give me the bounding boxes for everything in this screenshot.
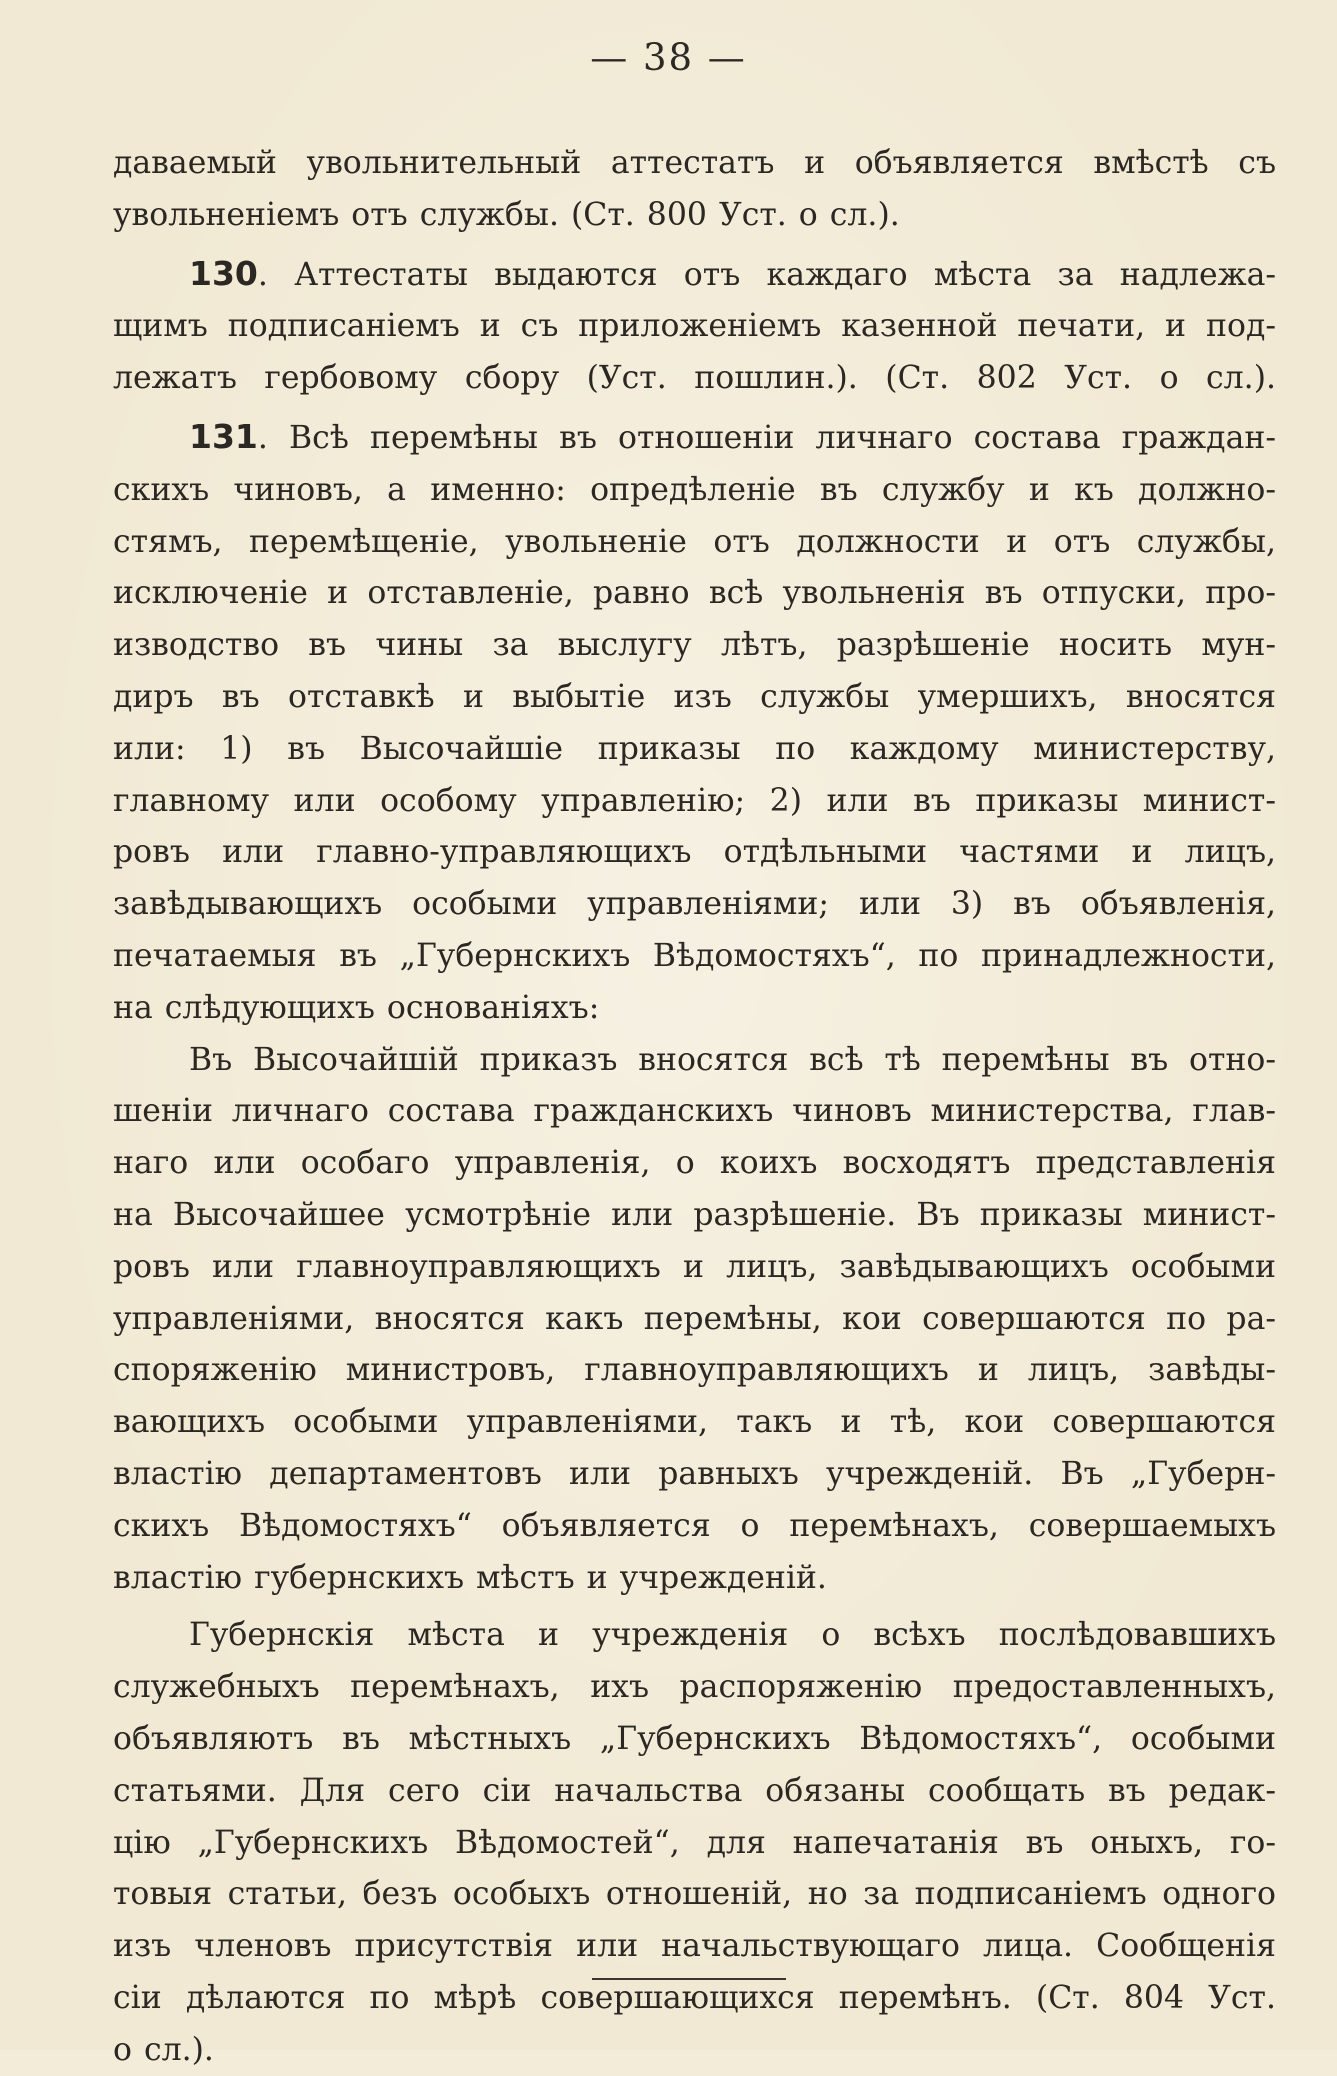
text-line-with-number: [113, 411, 1276, 465]
text-line: споряженію министровъ, главноуправляющихъ и лицъ, завѣды-: [113, 1352, 1276, 1389]
article-131-paragraph-3: [113, 1610, 1276, 2076]
text-line: властію департаментовъ или равныхъ учрежденій. Въ „Губерн-: [113, 1455, 1276, 1492]
text-line: скихъ чиновъ, а именно: опредѣленіе въ службу и къ должно-: [113, 471, 1276, 508]
text-line: диръ въ отставкѣ и выбытіе изъ службы умершихъ, вносятся: [113, 678, 1276, 715]
paragraph-continuation: [113, 138, 1276, 242]
text-line: о сл.).: [113, 2031, 214, 2068]
page-body-text: [113, 138, 1276, 2076]
text-line: шеніи личнаго состава гражданскихъ чиновъ министерства, глав-: [113, 1093, 1276, 1130]
article-number: 130: [189, 253, 258, 293]
text-line: . Всѣ перемѣны въ отношеніи личнаго состава граждан-: [257, 419, 1276, 456]
text-line: завѣдывающихъ особыми управленіями; или 3) въ объявленія,: [113, 886, 1276, 923]
text-line: управленіями, вносятся какъ перемѣны, кои совершаются по ра-: [113, 1300, 1276, 1337]
text-line: . Аттестаты выдаются отъ каждаго мѣста за надлежа-: [257, 256, 1276, 293]
text-line: на Высочайшее усмотрѣніе или разрѣшеніе. Въ приказы минист-: [113, 1196, 1276, 1233]
text-line: Губернскія мѣста и учрежденія о всѣхъ послѣдовавшихъ: [189, 1617, 1276, 1654]
text-line: статьями. Для сего сіи начальства обязаны сообщать въ редак-: [113, 1772, 1276, 1809]
text-line: изъ членовъ присутствія или начальствующаго лица. Сообщенія: [113, 1928, 1276, 1965]
text-line: властію губернскихъ мѣстъ и учрежденій.: [113, 1559, 827, 1596]
text-line: служебныхъ перемѣнахъ, ихъ распоряженію предоставленныхъ,: [113, 1669, 1276, 1706]
article-131-paragraph-2: [113, 1035, 1276, 1605]
text-line: лежатъ гербовому сбору (Уст. пошлин.). (Ст. 802 Уст. о сл.).: [113, 360, 1276, 397]
text-line: вающихъ особыми управленіями, такъ и тѣ, кои совершаются: [113, 1404, 1276, 1441]
text-line: сіи дѣлаются по мѣрѣ совершающихся перемѣнъ. (Ст. 804 Уст.: [113, 1979, 1276, 2016]
text-line: щимъ подписаніемъ и съ приложеніемъ казенной печати, и под-: [113, 308, 1276, 345]
article-130: [113, 248, 1276, 405]
text-line: увольненіемъ отъ службы. (Ст. 800 Уст. о сл.).: [113, 196, 900, 233]
text-line: наго или особаго управленія, о коихъ восходятъ представленія: [113, 1145, 1276, 1182]
page-number: — 38 —: [590, 36, 747, 79]
text-line-with-number: [113, 248, 1276, 302]
article-number: 131: [189, 416, 258, 456]
article-131: [113, 411, 1276, 1035]
section-end-rule: [592, 1978, 786, 1980]
text-line: главному или особому управленію; 2) или въ приказы минист-: [113, 782, 1276, 819]
text-line: товыя статьи, безъ особыхъ отношеній, но за подписаніемъ одного: [113, 1876, 1276, 1913]
text-line: ровъ или главноуправляющихъ и лицъ, завѣдывающихъ особыми: [113, 1248, 1276, 1285]
text-line: скихъ Вѣдомостяхъ“ объявляется о перемѣнахъ, совершаемыхъ: [113, 1507, 1276, 1544]
text-line: изводство въ чины за выслугу лѣтъ, разрѣшеніе носить мун-: [113, 627, 1276, 664]
text-line: исключеніе и отставленіе, равно всѣ увольненія въ отпуски, про-: [113, 575, 1276, 612]
text-line: ровъ или главно-управляющихъ отдѣльными частями и лицъ,: [113, 834, 1276, 871]
text-line: даваемый увольнительный аттестатъ и объявляется вмѣстѣ съ: [113, 145, 1276, 181]
text-line: или: 1) въ Высочайшіе приказы по каждому министерству,: [113, 730, 1276, 767]
text-line: стямъ, перемѣщеніе, увольненіе отъ должности и отъ службы,: [113, 523, 1276, 560]
text-line: Въ Высочайшій приказъ вносятся всѣ тѣ перемѣны въ отно-: [189, 1041, 1276, 1078]
text-line: объявляютъ въ мѣстныхъ „Губернскихъ Вѣдомостяхъ“, особыми: [113, 1720, 1276, 1757]
text-line: печатаемыя въ „Губернскихъ Вѣдомостяхъ“, по принадлежности,: [113, 937, 1276, 974]
text-line: на слѣдующихъ основаніяхъ:: [113, 989, 600, 1026]
text-line: цію „Губернскихъ Вѣдомостей“, для напечатанія въ оныхъ, го-: [113, 1824, 1276, 1861]
